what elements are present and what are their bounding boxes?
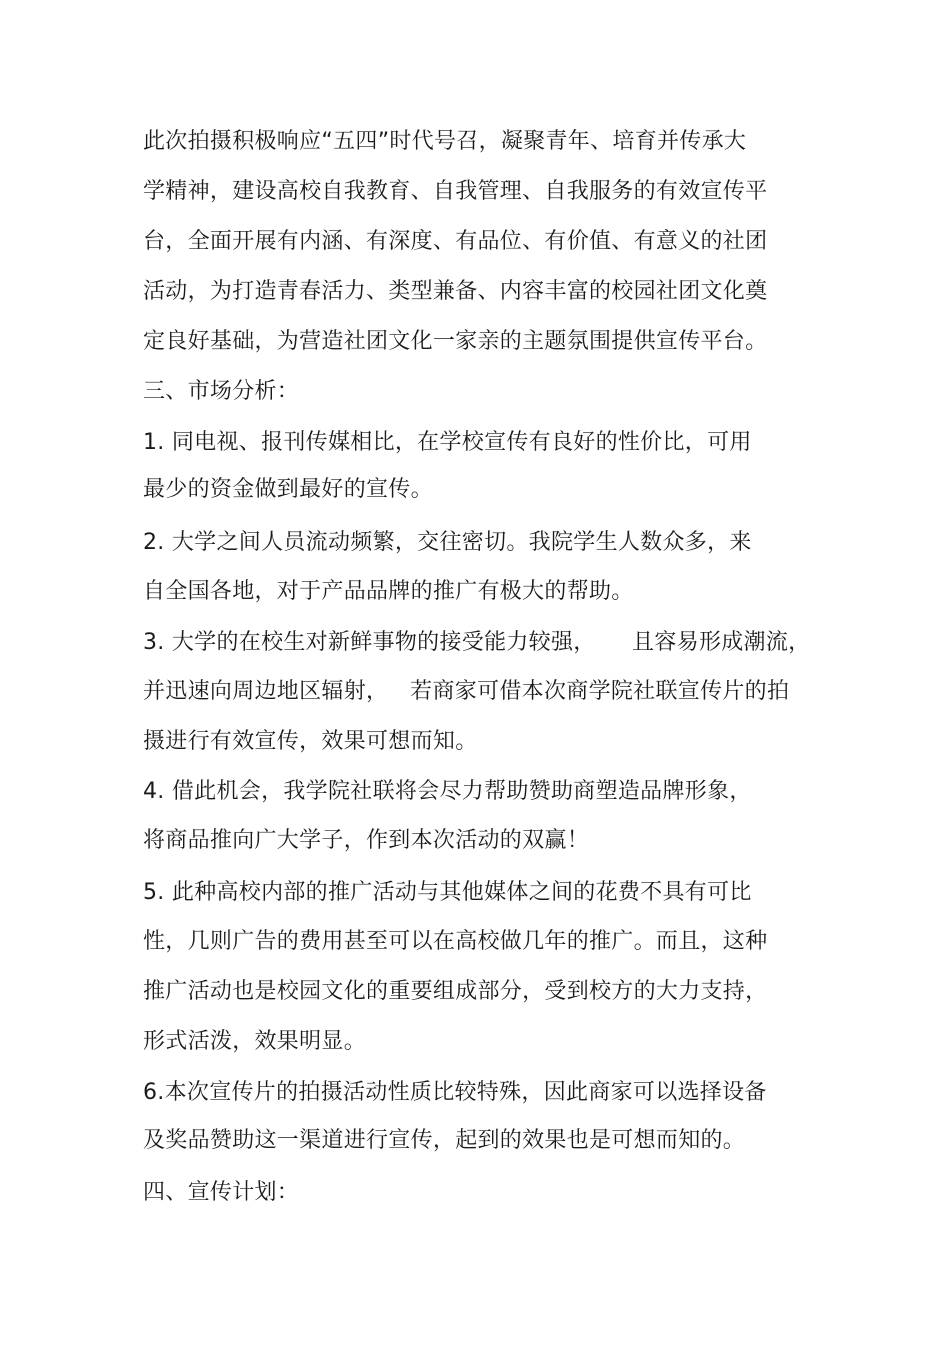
paragraph-line: 定良好基础，为营造社团文化一家亲的主题氛围提供宣传平台。 [143,329,768,354]
list-item-line: 性，几则广告的费用甚至可以在高校做几年的推广。而且，这种 [143,929,768,954]
paragraph-line: 台，全面开展有内涵、有深度、有品位、有价值、有意义的社团 [143,229,768,254]
list-item-line: 形式活泼，效果明显。 [143,1029,367,1054]
section-heading: 三、市场分析： [143,379,300,404]
list-item-line: 自全国各地，对于产品品牌的推广有极大的帮助。 [143,579,634,604]
list-item-line: 5. 此种高校内部的推广活动与其他媒体之间的花费不具有可比 [143,880,752,905]
list-item-line: 并迅速向周边地区辐射， 若商家可借本次商学院社联宣传片的拍 [143,679,790,704]
section-heading: 四、宣传计划： [143,1180,300,1205]
paragraph-line: 此次拍摄积极响应“五四”时代号召，凝聚青年、培育并传承大 [143,129,747,154]
paragraph-line: 活动，为打造青春活力、类型兼备、内容丰富的校园社团文化奠 [143,279,768,304]
list-item-line: 及奖品赞助这一渠道进行宣传，起到的效果也是可想而知的。 [143,1128,746,1153]
list-item-line: 推广活动也是校园文化的重要组成部分，受到校方的大力支持， [143,979,768,1004]
list-item-line: 摄进行有效宣传，效果可想而知。 [143,729,478,754]
list-item-line: 1. 同电视、报刊传媒相比，在学校宣传有良好的性价比，可用 [143,430,752,455]
list-item-line: 3. 大学的在校生对新鲜事物的接受能力较强， 且容易形成潮流， [143,630,811,655]
list-item-line: 2. 大学之间人员流动频繁，交往密切。我院学生人数众多，来 [143,530,752,555]
list-item-line: 6.本次宣传片的拍摄活动性质比较特殊，因此商家可以选择设备 [143,1080,767,1105]
list-item-line: 最少的资金做到最好的宣传。 [143,477,433,502]
list-item-line: 将商品推向广大学子，作到本次活动的双赢！ [143,828,590,853]
list-item-line: 4. 借此机会，我学院社联将会尽力帮助赞助商塑造品牌形象， [143,779,752,804]
paragraph-line: 学精神，建设高校自我教育、自我管理、自我服务的有效宣传平 [143,179,768,204]
